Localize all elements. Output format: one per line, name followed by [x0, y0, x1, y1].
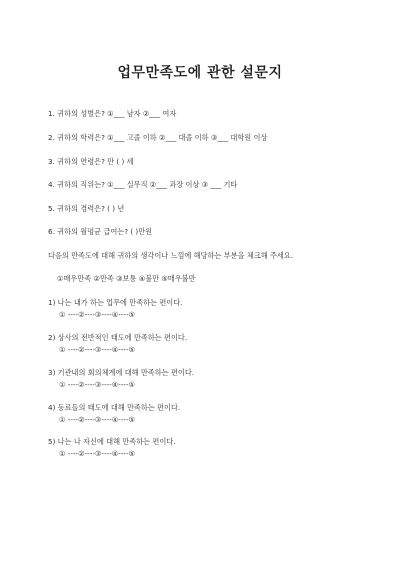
item-2-scale: ① ----②----③----④----⑤: [59, 345, 135, 354]
question-gender: 1. 귀하의 성별은? ①___ 남자 ②___ 여자: [48, 109, 177, 118]
item-4-text: 4) 동료들의 태도에 대해 만족하는 편이다.: [48, 403, 181, 412]
item-5-scale: ① ----②----③----④----⑤: [59, 449, 135, 458]
page-title: 업무만족도에 관한 설문지: [117, 65, 283, 81]
item-2-text: 2) 상사의 전반적인 태도에 만족하는 편이다.: [48, 333, 188, 342]
instruction-text: 다음의 만족도에 대해 귀하의 생각이나 느낌에 해당하는 부분을 체크해 주세요.: [48, 251, 294, 260]
item-4-scale: ① ----②----③----④----⑤: [59, 415, 135, 424]
rating-legend: ①매우만족 ②만족 ③보통 ④불만 ⑤매우불만: [57, 274, 196, 283]
item-1-scale: ① ----②----③----④----⑤: [59, 310, 135, 319]
question-position: 4. 귀하의 직위는? ①___ 실무직 ②___ 과장 이상 ③ ___ 기타: [48, 180, 238, 189]
item-3-scale: ① ----②----③----④----⑤: [59, 380, 135, 389]
question-education: 2. 귀하의 학력은? ①___ 고졸 이하 ②___ 대졸 이하 ③___ 대학원 이상: [48, 133, 268, 142]
question-age: 3. 귀하의 연령은? 만 ( ) 세: [48, 157, 134, 166]
question-salary: 6. 귀하의 월평균 급여는? ( )만원: [48, 227, 153, 236]
item-3-text: 3) 기관내의 회의체계에 대해 만족하는 편이다.: [48, 368, 195, 377]
item-5-text: 5) 나는 나 자신에 대해 만족하는 편이다.: [48, 437, 176, 446]
question-career: 5. 귀하의 경력은? ( ) 년: [48, 204, 125, 213]
item-1-text: 1) 나는 내가 하는 업무에 만족하는 편이다.: [48, 298, 183, 307]
